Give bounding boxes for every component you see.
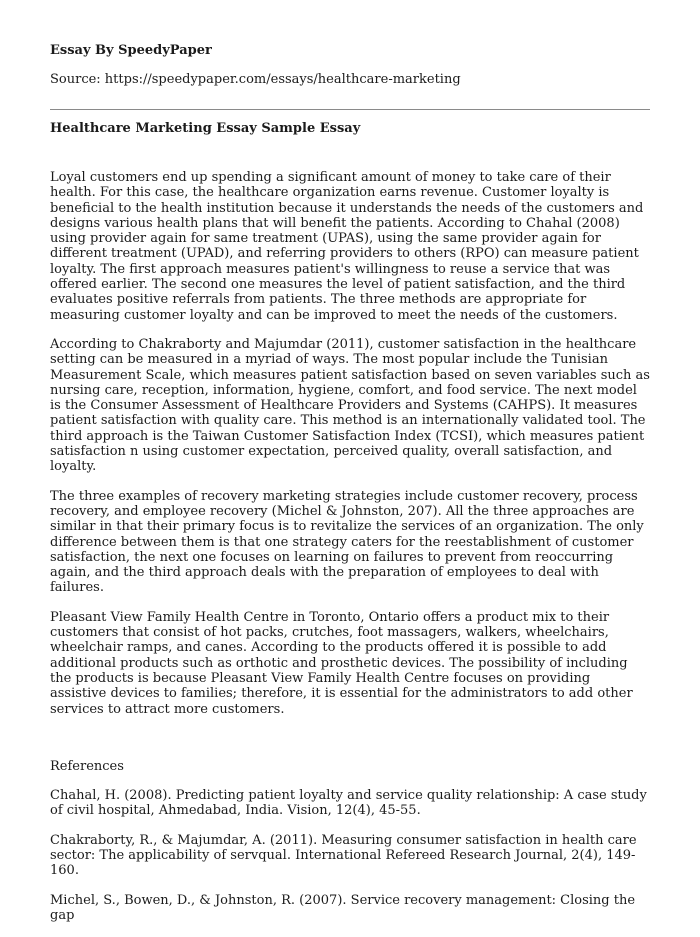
essay-paragraph-2: According to Chakraborty and Majumdar (2011), customer satisfaction in the healthcare setting can be measured in a myriad of ways. The most popular include the Tunisian Measurement Scale, which measures patient satisfaction based on seven variables such as nursing care, reception, information, hygiene, comfort, and food service. The next model is the Consumer Assessment of Healthcare Providers and Systems (CAHPS). It measures patient satisfaction with quality care. This method is an internationally validated tool. The third approach is the Taiwan Customer Satisfaction Index (TCSI), which measures patient satisfaction n using customer expectation, perceived quality, overall satisfaction, and loyalty. (50, 336, 650, 475)
essay-body (50, 170, 650, 937)
references-heading: References (50, 758, 124, 774)
reference-item-1: Chahal, H. (2008). Predicting patient loyalty and service quality relationship: A case study of civil hospital, Ahmedabad, India. Vision, 12(4), 45-55. (50, 788, 647, 819)
header-divider (50, 109, 650, 110)
reference-item-3: Michel, S., Bowen, D., & Johnston, R. (2007). Service recovery management: Closing the gap (50, 892, 636, 923)
essay-title: Healthcare Marketing Essay Sample Essay (50, 121, 361, 136)
essay-paragraph-3: The three examples of recovery marketing strategies include customer recovery, process recovery, and employee recovery (Michel & Johnston, 207). All the three approaches are similar in that their primary focus is to revitalize the services of an organization. The only difference between them is that one strategy caters for the reestablishment of customer satisfaction, the next one focuses on learning on failures to prevent from reoccurring again, and the third approach deals with the preparation of employees to deal with failures. (50, 488, 644, 596)
essay-paragraph-1: Loyal customers end up spending a significant amount of money to take care of their health. For this case, the healthcare organization earns revenue. Customer loyalty is beneficial to the health institution because it understands the needs of the customers and designs various health plans that will benefit the patients. According to Chahal (2008) using provider again for same treatment (UPAS), using the same provider again for different treatment (UPAD), and referring providers to others (RPO) can measure patient loyalty. The first approach measures patient's willingness to reuse a service that was offered earlier. The second one measures the level of patient satisfaction, and the third evaluates positive referrals from patients. The three methods are appropriate for measuring customer loyalty and can be improved to meet the needs of the customers. (50, 170, 644, 323)
source-line: Source: https://speedypaper.com/essays/healthcare-marketing (50, 72, 461, 87)
essay-paragraph-4: Pleasant View Family Health Centre in Toronto, Ontario offers a product mix to their customers that consist of hot packs, crutches, foot massagers, walkers, wheelchairs, wheelchair ramps, and canes. According to the products offered it is possible to add additional products such as orthotic and prosthetic devices. The possibility of including the products is because Pleasant View Family Health Centre focuses on providing assistive devices to families; therefore, it is essential for the administrators to add other services to attract more customers. (50, 609, 633, 717)
header-title: Essay By SpeedyPaper (50, 43, 212, 58)
reference-item-2: Chakraborty, R., & Majumdar, A. (2011). Measuring consumer satisfaction in health care sector: The applicability of servqual. International Refereed Research Journal, 2(4), 149-160. (50, 832, 637, 879)
